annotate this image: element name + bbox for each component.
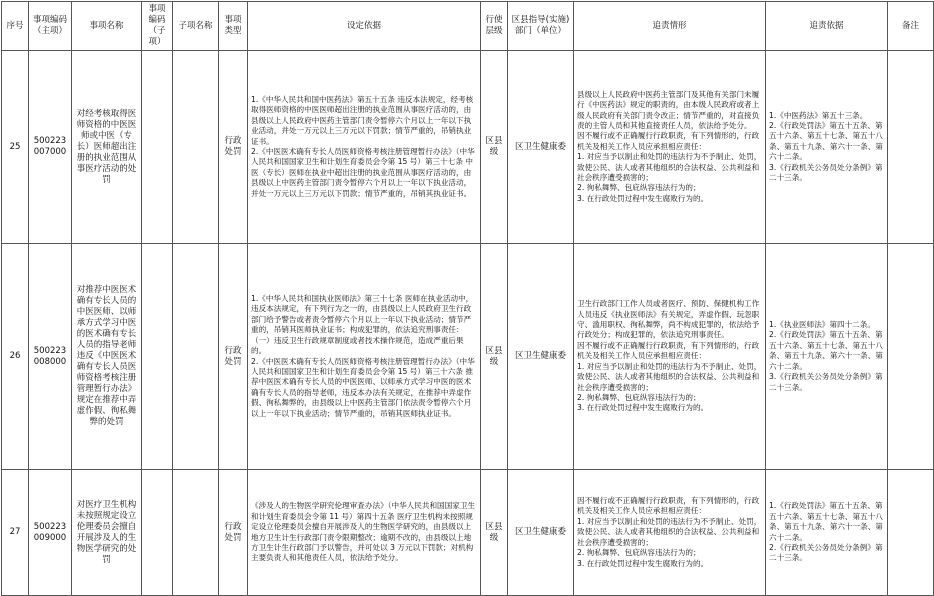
circumstance-paragraph: 3. 在行政处罚过程中发生腐败行为的。: [577, 403, 709, 413]
accountability-table: [1, 1, 934, 596]
table-row: [2, 470, 934, 596]
header-type: 事项类型: [219, 2, 248, 51]
circumstance-paragraph: 因不履行或不正确履行行政职责，有下列情形的，行政机关及相关工作人员应承担相应责任：: [577, 340, 760, 361]
circumstance-paragraph: 1. 对应当予以制止和处罚的违法行为不予制止、处罚，致使公民、法人或者其他组织的合法权益、公共利益和社会秩序遭受损害的；: [577, 152, 762, 183]
circumstance-paragraph: 3. 在行政处罚过程中发生腐败行为的。: [577, 558, 709, 568]
cell-remark: [888, 244, 934, 470]
header-subname: 子项名称: [173, 2, 219, 51]
header-code: 事项编码（主项）: [29, 2, 72, 51]
header-level: 行使层级: [481, 2, 508, 51]
circumstance-paragraph: 因不履行或不正确履行行政职责，有下列情形的，行政机关及相关工作人员应承担相应责任：: [577, 131, 760, 151]
cell-name: 对推荐中医医术确有专长人员的中医医师、以师承方式学习中医的医术确有专长人员的指导老师违反《中医医术确有专长人员医师资格考核注册管理暂行办法》规定在推荐中弄虚作假、徇私舞弊的处罚: [72, 244, 142, 470]
basis-paragraph: 《涉及人的生物医学研究伦理审查办法》（中华人民共和国国家卫生和计划生育委员会令第 11 号）第四十五条 医疗卫生机构未按照规定设立伦理委员会擅自开展涉及人的生物医学研究的，由县级以上地方卫生计生行政部门责令限期整改；逾期不改的，由县级以上地方卫生计生行政部门予以警告，并可处以 3 万元以下罚款；对机构主要负责人和其他责任人员，依法给予处分。: [251, 501, 476, 563]
circumstance-paragraph: 1. 对应当予以制止和处罚的违法行为不予制止、处罚，致使公民、法人或者其他组织的合法权益、公共利益和社会秩序遭受损害的；: [577, 516, 762, 547]
cell-level: 区县级: [481, 244, 508, 470]
circumstance-paragraph: 1. 对应当予以制止和处罚的违法行为不予制止、处罚，致使公民、法人或者其他组织的合法权益、公共利益和社会秩序遭受损害的；: [577, 361, 762, 392]
header-dept: 区县指导(实施)部门（单位）: [508, 2, 574, 51]
header-accountability-basis: 追责依据: [766, 2, 888, 51]
cell-dept: 区卫生健康委: [508, 244, 574, 470]
circumstance-paragraph: 2. 徇私舞弊、包庇纵容违法行为的；: [577, 183, 701, 193]
header-remark: 备注: [888, 2, 934, 51]
cell-circumstances: [574, 244, 766, 470]
accountability-paragraph: 2.《行政处罚法》第五十五条、第五十六条、第五十七条、第五十八条、第五十九条、第六十一条、第六十二条。: [769, 120, 883, 162]
cell-subcode: [142, 470, 173, 596]
accountability-paragraph: 2.《行政机关公务员处分条例》第二十三条。: [769, 542, 883, 563]
cell-subname: [173, 470, 219, 596]
circumstance-paragraph: 县级以上人民政府中医药主管部门及其他有关部门未履行《中医药法》规定的职责的，由本级人民政府或者上级人民政府有关部门责令改正；情节严重的，对直接负责的主管人员和其他直接责任人员，依法给予处分。: [577, 89, 760, 130]
cell-basis: [248, 51, 481, 244]
cell-subname: [173, 51, 219, 244]
header-circumstances: 追责情形: [574, 2, 766, 51]
cell-name: 对医疗卫生机构未按照规定设立伦理委员会擅自开展涉及人的生物医学研究的处罚: [72, 470, 142, 596]
cell-basis: [248, 470, 481, 596]
cell-accountability-basis: [766, 51, 888, 244]
cell-type: 行政处罚: [219, 51, 248, 244]
accountability-paragraph: 1.《中医药法》第五十三条。: [769, 110, 868, 120]
circumstance-paragraph: 3. 在行政处罚过程中发生腐败行为的。: [577, 193, 709, 203]
circumstance-paragraph: 卫生行政部门工作人员或者医疗、预防、保健机构工作人员违反《执业医师法》有关规定，弄虚作假、玩忽职守、滥用职权、徇私舞弊，尚不构成犯罪的，依法给予行政处分；构成犯罪的，依法追究刑事责任。: [577, 299, 760, 340]
basis-paragraph: 1.《中华人民共和国执业医师法》第三十七条 医师在执业活动中，违反本法规定，有下列行为之一的，由县级以上人民政府卫生行政部门给予警告或者责令暂停六个月以上一年以下执业活动；情节严重的，吊销其医师执业证书；构成犯罪的，依法追究刑事责任：（一）违反卫生行政规章制度或者技术操作规范，造成严重后果的。: [251, 294, 474, 356]
basis-paragraph: 1.《中华人民共和国中医药法》第五十五条 违反本法规定，经考核取得医师资格的中医医师超出注册的执业范围从事医疗活动的，由县级以上人民政府中医药主管部门责令暂停六个月以上一年以下执业活动，并处一万元以上三万元以下罚款；情节严重的，吊销执业证书。: [251, 94, 474, 146]
cell-remark: [888, 51, 934, 244]
cell-subname: [173, 244, 219, 470]
cell-seq: 25: [2, 51, 29, 244]
cell-circumstances: [574, 470, 766, 596]
circumstance-paragraph: 2. 徇私舞弊、包庇纵容违法行为的；: [577, 548, 701, 558]
cell-type: 行政处罚: [219, 470, 248, 596]
cell-dept: 区卫生健康委: [508, 470, 574, 596]
cell-level: 区县级: [481, 470, 508, 596]
cell-circumstances: [574, 51, 766, 244]
header-basis: 设定依据: [248, 2, 481, 51]
table-row: [2, 244, 934, 470]
basis-paragraph: 2.《中医医术确有专长人员医师资格考核注册管理暂行办法》（中华人民共和国国家卫生和计划生育委员会令第 15 号）第三十七条 中医（专长）医师在执业中超出注册的执业范围从事医疗活动的，由县级以上中医药主管部门责令暂停六个月以上一年以下执业活动，并处一万元以上三万元以下罚款；情节严重的，吊销其执业证书。: [251, 147, 475, 198]
cell-name: 对经考核取得医师资格的中医医师或中医（专长）医师超出注册的执业范围从事医疗活动的处罚: [72, 51, 142, 244]
cell-level: 区县级: [481, 51, 508, 244]
cell-remark: [888, 470, 934, 596]
cell-code: 500223007000: [29, 51, 72, 244]
cell-subcode: [142, 51, 173, 244]
cell-code: 500223008000: [29, 244, 72, 470]
accountability-paragraph: 3.《行政机关公务员处分条例》第二十三条。: [769, 162, 883, 183]
cell-basis: [248, 244, 481, 470]
accountability-paragraph: 2.《行政处罚法》第五十五条、第五十六条、第五十七条、第五十八条、第五十九条、第六十一条、第六十二条。: [769, 330, 883, 371]
cell-accountability-basis: [766, 470, 888, 596]
cell-dept: 区卫生健康委: [508, 51, 574, 244]
accountability-paragraph: 1.《执业医师法》第四十二条。: [769, 320, 875, 330]
accountability-paragraph: 3.《行政机关公务员处分条例》第二十三条。: [769, 372, 883, 392]
circumstance-paragraph: 2. 徇私舞弊、包庇纵容违法行为的；: [577, 392, 701, 402]
cell-accountability-basis: [766, 244, 888, 470]
basis-paragraph: 2.《中医医术确有专长人员医师资格考核注册管理暂行办法》（中华人民共和国国家卫生和计划生育委员会令第 15 号）第三十六条 推荐中医医术确有专长人员的中医医师、以师承方式学习中医的医术确有专长人员的指导老师，违反本办法有关规定，在推荐中弄虚作假、徇私舞弊的，由县级以上中医药主管部门依法责令暂停六个月以上一年以下执业活动；情节严重的，吊销其医师执业证书。: [251, 356, 475, 418]
cell-seq: 26: [2, 244, 29, 470]
header-row: [2, 2, 934, 51]
cell-code: 500223009000: [29, 470, 72, 596]
header-seq: 序号: [2, 2, 29, 51]
table-row: [2, 51, 934, 244]
circumstance-paragraph: 因不履行或不正确履行行政职责，有下列情形的，行政机关及相关工作人员应承担相应责任：: [577, 496, 760, 516]
cell-seq: 27: [2, 470, 29, 596]
accountability-paragraph: 1.《行政处罚法》第五十五条、第五十六条、第五十七条、第五十八条、第五十九条、第六十一条、第六十二条。: [769, 501, 883, 542]
cell-type: 行政处罚: [219, 244, 248, 470]
header-name: 事项名称: [72, 2, 142, 51]
cell-subcode: [142, 244, 173, 470]
header-subcode: 事项编码（子项）: [142, 2, 173, 51]
